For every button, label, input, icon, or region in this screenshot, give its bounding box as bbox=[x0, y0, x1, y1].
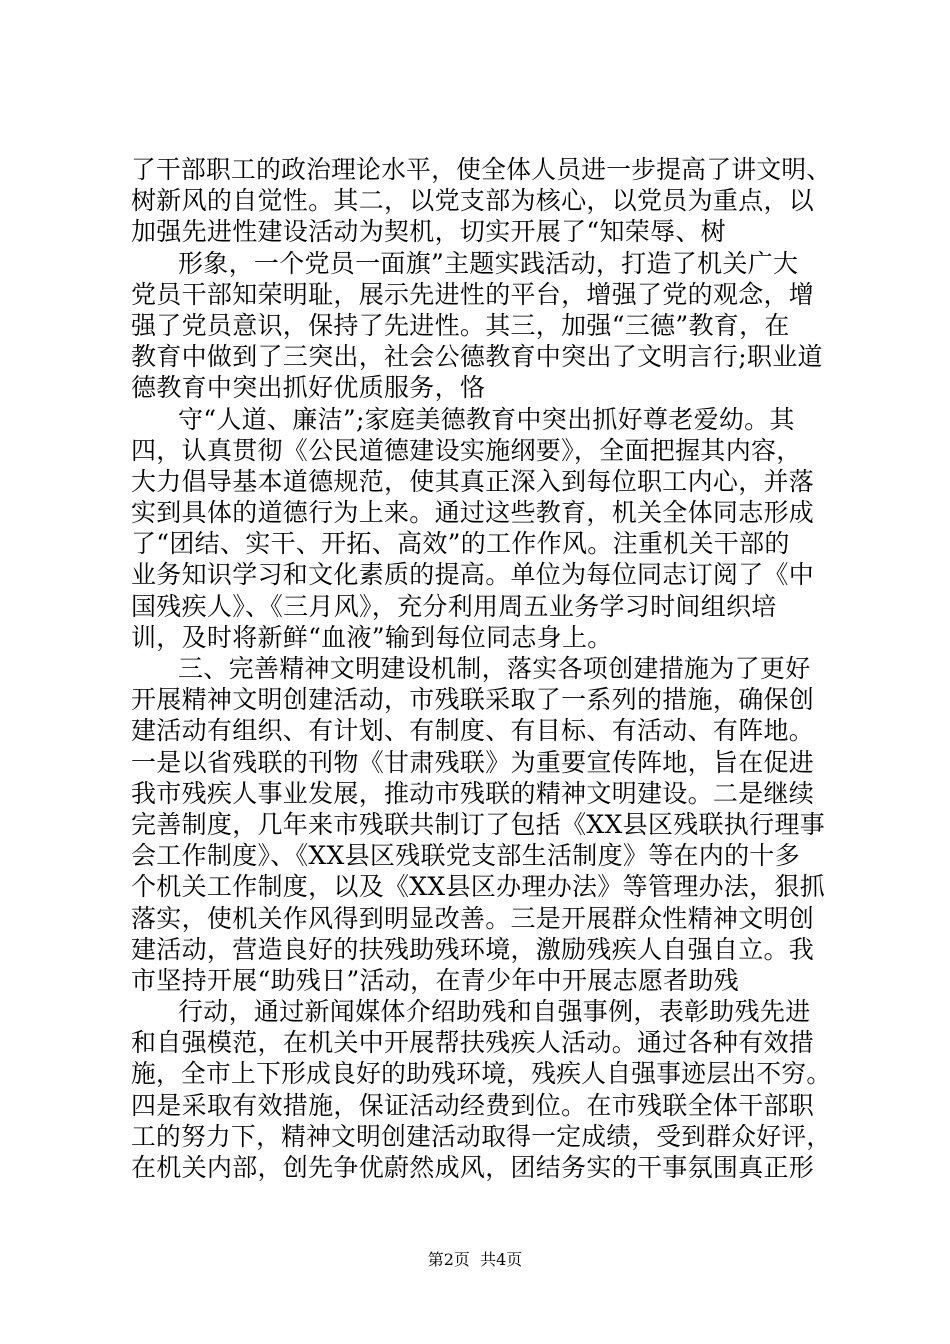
text-line: 德教育中突出抓好优质服务，恪 bbox=[131, 373, 486, 403]
text-line: 国残疾人》、《三月风》，充分利用周五业务学习时间组织培 bbox=[131, 591, 777, 621]
text-line: 建活动有组织、有计划、有制度、有目标、有活动、有阵地。 bbox=[131, 716, 815, 746]
text-line: 一是以省残联的刊物《甘肃残联》为重要宣传阵地，旨在促进 bbox=[131, 747, 815, 777]
body-text bbox=[131, 154, 831, 1183]
text-line: 开展精神文明创建活动，市残联采取了一系列的措施，确保创 bbox=[131, 685, 815, 715]
text-line: 强了党员意识，保持了先进性。其三，加强“三德”教育，在 bbox=[131, 310, 790, 340]
text-line: 我市残疾人事业发展，推动市残联的精神文明建设。二是继续 bbox=[131, 778, 815, 808]
text-line: 形象，一个党员一面旗”主题实践活动，打造了机关广大 bbox=[178, 248, 799, 278]
text-line: 完善制度，几年来市残联共制订了包括《XX县区残联执行理事 bbox=[131, 809, 825, 839]
text-line: 和自强模范，在机关中开展帮扶残疾人活动。通过各种有效措 bbox=[131, 1028, 815, 1058]
text-line: 会工作制度》、《XX县区残联党支部生活制度》等在内的十多 bbox=[131, 841, 800, 871]
text-line: 工的努力下，精神文明创建活动取得一定成绩，受到群众好评， bbox=[131, 1121, 832, 1151]
text-line: 四，认真贯彻《公民道德建设实施纲要》，全面把握其内容， bbox=[131, 435, 802, 465]
page-number-footer: 第2页 共4页 bbox=[427, 1250, 523, 1269]
text-line: 树新风的自觉性。其二，以党支部为核心，以党员为重点，以 bbox=[131, 186, 815, 216]
text-line: 党员干部知荣明耻，展示先进性的平台，增强了党的观念，增 bbox=[131, 279, 815, 309]
text-line: 在机关内部，创先争优蔚然成风，团结务实的干事氛围真正形 bbox=[131, 1153, 815, 1182]
text-line: 行动，通过新闻媒体介绍助残和自强事例，表彰助残先进 bbox=[178, 997, 811, 1027]
text-line: 落实，使机关作风得到明显改善。三是开展群众性精神文明创 bbox=[131, 903, 815, 933]
text-line: 大力倡导基本道德规范，使其真正深入到每位职工内心，并落 bbox=[131, 466, 815, 496]
text-line: 个机关工作制度，以及《XX县区办理办法》等管理办法，狠抓 bbox=[131, 872, 825, 902]
text-line: 建活动，营造良好的扶残助残环境，激励残疾人自强自立。我 bbox=[131, 934, 815, 964]
text-line: 施，全市上下形成良好的助残环境，残疾人自强事迹层出不穷。 bbox=[131, 1059, 832, 1089]
text-line: 四是采取有效措施，保证活动经费到位。在市残联全体干部职 bbox=[131, 1090, 815, 1120]
text-line: 守“人道、廉洁”;家庭美德教育中突出抓好尊老爱幼。其 bbox=[178, 404, 795, 434]
text-line: 实到具体的道德行为上来。通过这些教育，机关全体同志形成 bbox=[131, 498, 815, 528]
text-line: 了干部职工的政治理论水平，使全体人员进一步提高了讲文明、 bbox=[131, 155, 832, 184]
text-line: 三、完善精神文明建设机制，落实各项创建措施为了更好 bbox=[178, 654, 811, 683]
text-line: 加强先进性建设活动为契机，切实开展了“知荣辱、树 bbox=[131, 217, 726, 247]
text-line: 训，及时将新鲜“血液”输到每位同志身上。 bbox=[131, 622, 613, 652]
text-line: 市坚持开展“助残日”活动，在青少年中开展志愿者助残 bbox=[131, 965, 740, 995]
text-line: 教育中做到了三突出，社会公德教育中突出了文明言行;职业道 bbox=[131, 342, 823, 372]
text-line: 了“团结、实干、开拓、高效”的工作作风。注重机关干部的 bbox=[131, 529, 790, 559]
text-line: 业务知识学习和文化素质的提高。单位为每位同志订阅了《中 bbox=[131, 560, 815, 590]
